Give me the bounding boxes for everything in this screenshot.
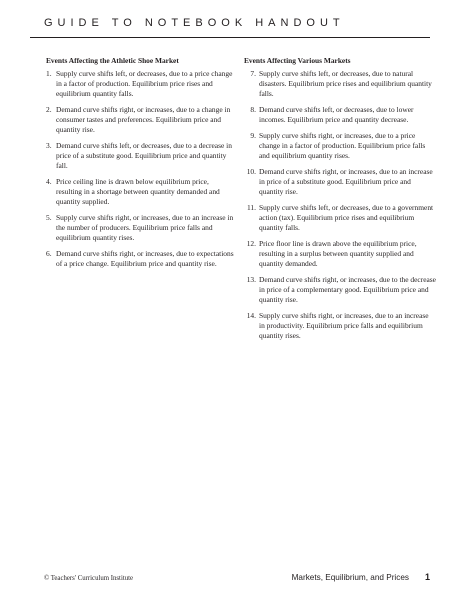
item-text: Demand curve shifts right, or increases, due to the decrease in price of a complementary good. Equilibrium price and quantity rise. xyxy=(259,274,436,305)
list-item xyxy=(244,105,436,125)
list-item xyxy=(46,249,236,269)
item-number: 2. xyxy=(46,105,52,114)
item-text: Supply curve shifts right, or increases, due to an increase in productivity. Equilibrium price falls and equilibrium quantity rises. xyxy=(259,310,429,341)
item-text: Price floor line is drawn above the equilibrium price, resulting in a surplus between quantity supplied and quantity demanded. xyxy=(259,238,417,269)
list-item xyxy=(46,177,236,208)
left-column xyxy=(46,56,236,275)
item-number: 4. xyxy=(46,177,52,186)
item-number: 1. xyxy=(46,69,52,78)
list-item xyxy=(46,213,236,244)
item-number: 8. xyxy=(250,105,256,114)
item-number: 10. xyxy=(246,166,256,176)
right-column-title: Events Affecting Various Markets xyxy=(244,56,351,65)
list-item xyxy=(46,69,236,100)
page-number: 1 xyxy=(424,572,430,582)
item-text: Price ceiling line is drawn below equilibrium price, resulting in a shortage between quantity demanded and quantity supplied. xyxy=(56,177,220,207)
item-text: Supply curve shifts left, or decreases, due to a price change in a factor of production. Equilibrium price rises and equilibrium quantity falls. xyxy=(56,69,233,99)
item-number: 9. xyxy=(250,130,256,140)
list-item xyxy=(244,275,436,306)
item-text: Demand curve shifts right, or increases, due to expectations of a price change. Equilibrium price and quantity rise. xyxy=(56,249,234,269)
list-item xyxy=(46,141,236,172)
item-text: Demand curve shifts left, or decreases, due to a decrease in price of a substitute good. Equilibrium price and quantity fall. xyxy=(56,141,232,171)
list-item xyxy=(46,105,236,136)
item-number: 12. xyxy=(246,238,256,248)
item-text: Supply curve shifts left, or decreases, due to a government action (tax). Equilibrium price rises and equilibrium quantity falls. xyxy=(259,202,434,233)
item-text: Supply curve shifts left, or decreases, due to natural disasters. Equilibrium price rises and equilibrium quantity falls. xyxy=(259,69,432,99)
item-number: 11. xyxy=(246,202,256,212)
item-number: 14. xyxy=(246,310,256,320)
footer-copyright: © Teachers' Curriculum Institute xyxy=(44,575,134,582)
item-text: Demand curve shifts right, or increases, due to a change in consumer tastes and preferences. Equilibrium price and quantity rise. xyxy=(56,105,231,135)
item-number: 7. xyxy=(250,69,256,78)
right-column xyxy=(244,56,436,347)
item-text: Supply curve shifts right, or increases, due to an increase in the number of producers. Equilibrium price falls and equilibrium quantity rises. xyxy=(56,213,234,243)
left-column-title: Events Affecting the Athletic Shoe Market xyxy=(46,56,179,65)
list-item xyxy=(244,167,436,198)
item-number: 13. xyxy=(246,274,256,284)
item-text: Demand curve shifts left, or decreases, due to lower incomes. Equilibrium price and quantity decrease. xyxy=(259,105,414,125)
list-item xyxy=(244,239,436,270)
list-item xyxy=(244,203,436,234)
list-item xyxy=(244,131,436,162)
footer-title: Markets, Equilibrium, and Prices xyxy=(291,573,409,582)
list-item xyxy=(244,311,436,342)
header-rule xyxy=(30,37,430,38)
list-item xyxy=(244,69,436,100)
item-text: Supply curve shifts right, or increases, due to a price change in a factor of production. Equilibrium price falls and equilibrium quantity rises. xyxy=(259,130,426,161)
item-text: Demand curve shifts right, or increases, due to an increase in price of a substitute good. Equilibrium price and quantity rise. xyxy=(259,166,433,197)
item-number: 5. xyxy=(46,213,52,222)
item-number: 3. xyxy=(46,141,52,150)
page-header-title: GUIDE TO NOTEBOOK HANDOUT xyxy=(44,17,345,29)
item-number: 6. xyxy=(46,249,52,258)
